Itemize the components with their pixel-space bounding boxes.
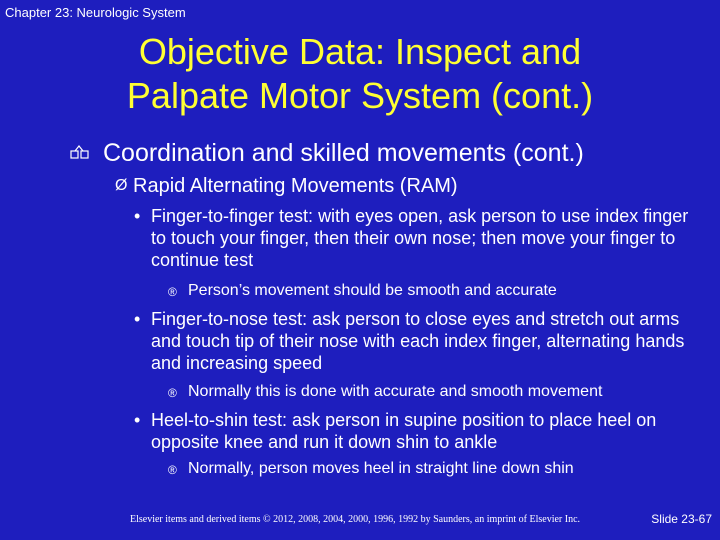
slide-title-line-1: Objective Data: Inspect and	[138, 31, 582, 72]
item-text: Finger-to-finger test: with eyes open, ask person to use index finger to touch your finger, then their own nose; then move your finger to continue test	[151, 206, 689, 270]
slide-title	[40, 30, 680, 118]
item-text: Finger-to-nose test: ask person to close eyes and stretch out arms and touch tip of their nose with each index finger, alternating hands and increasing speed	[151, 309, 685, 373]
sub-item-text: Normally, person moves heel in straight line down shin	[188, 460, 574, 477]
level1-text: Coordination and skilled movements (cont.)	[103, 139, 584, 167]
level2-text: Rapid Alternating Movements (RAM)	[133, 175, 458, 197]
item-bullet: •	[134, 410, 141, 430]
sub-item-text: Normally this is done with accurate and smooth movement	[188, 383, 603, 400]
slide-title-line-2: Palpate Motor System (cont.)	[126, 75, 594, 116]
item-text: Heel-to-shin test: ask person in supine position to place heel on opposite knee and run it down shin to ankle	[151, 410, 657, 452]
item-bullet: •	[134, 206, 141, 226]
slide-number: Slide 23-67	[651, 512, 712, 526]
chapter-header: Chapter 23: Neurologic System	[5, 5, 186, 20]
sub-item-bullet: ®	[168, 463, 177, 477]
sub-item-bullet: ®	[168, 285, 177, 299]
sub-item-bullet: ®	[168, 386, 177, 400]
copyright-footer: Elsevier items and derived items © 2012, 2008, 2004, 2000, 1996, 1992 by Saunders, an imprint of Elsevier Inc.	[130, 514, 581, 525]
sub-item-text: Person’s movement should be smooth and accurate	[188, 282, 557, 299]
item-bullet: •	[134, 309, 141, 329]
level2-arrow-bullet: Ø	[115, 177, 128, 194]
level1-bullet-icon	[70, 145, 90, 162]
